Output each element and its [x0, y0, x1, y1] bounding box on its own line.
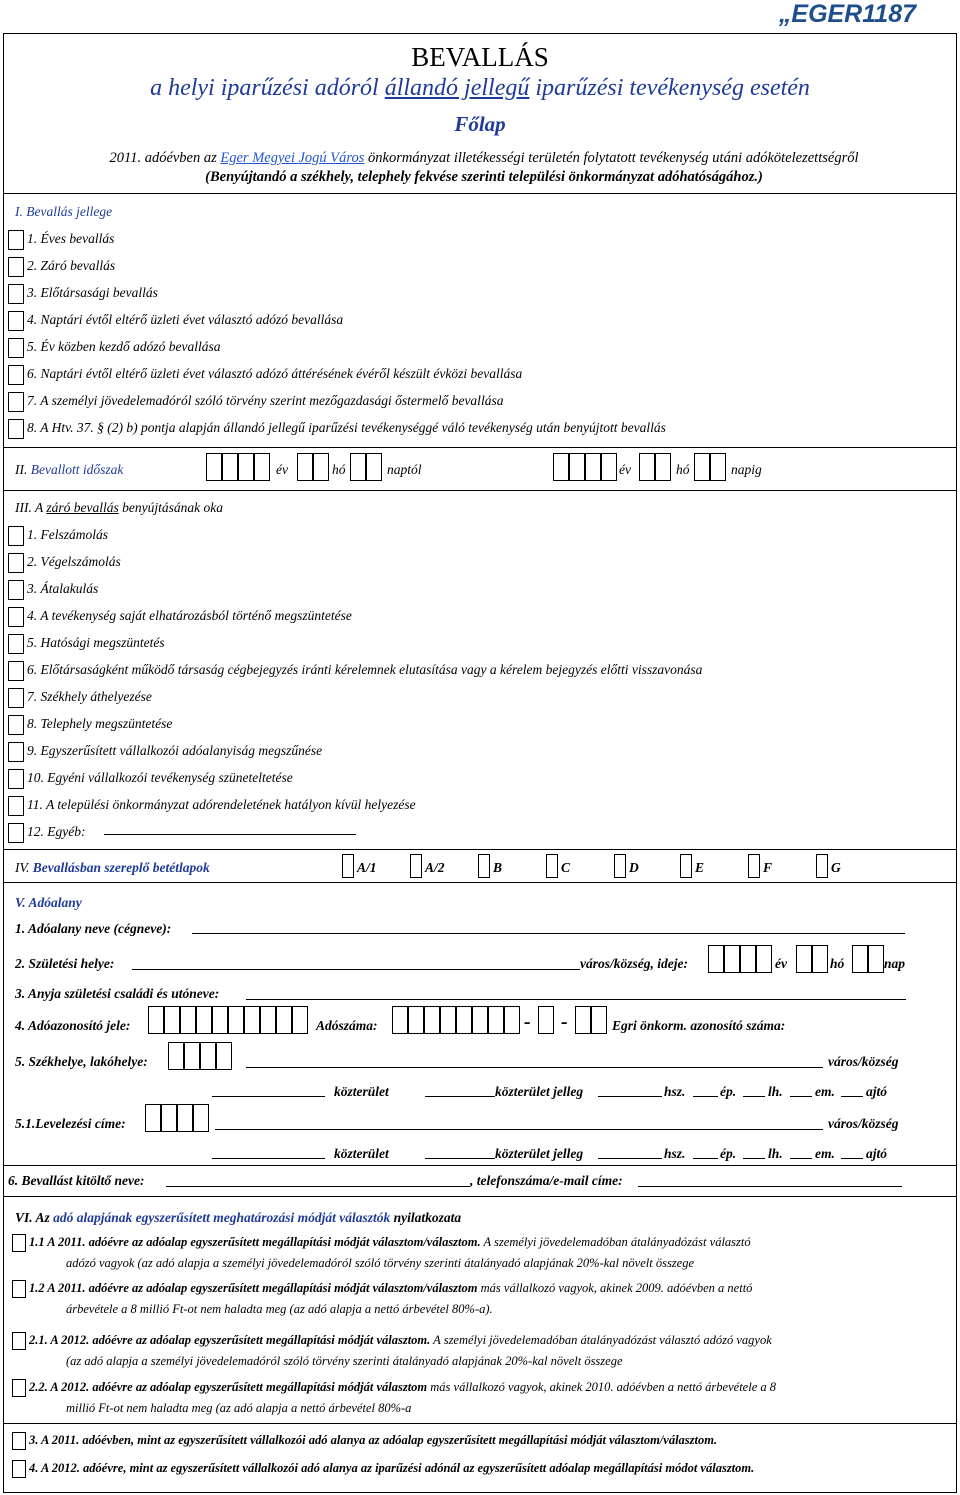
betetlap-checkbox[interactable]	[614, 854, 626, 878]
mail-label: 5.1.Levelezési címe:	[15, 1116, 126, 1131]
seat-address-jelleg-label: közterület jelleg	[495, 1084, 584, 1099]
intro-pre: 2011. adóévben az	[109, 150, 221, 166]
seat-address-hsz-label: hsz.	[664, 1084, 686, 1099]
mail-address-kozterulet-label: közterület	[334, 1146, 389, 1161]
birth-year-box[interactable]	[740, 945, 756, 973]
bevallas-jellege-label: 4. Naptári évtől eltérő üzleti évet választó adózó bevallása	[27, 312, 344, 328]
subtitle-pre: a helyi iparűzési adóról	[150, 75, 385, 101]
bevallas-jellege-label: 2. Záró bevallás	[27, 258, 116, 274]
mail-zip-box[interactable]	[177, 1104, 193, 1132]
zaro-ok-checkbox[interactable]	[8, 769, 24, 789]
nyilatkozat-cont: millió Ft-ot nem haladta meg (az adó alapja a nettó árbevétel 80%-a	[66, 1401, 412, 1415]
section-6-pre: VI. Az	[15, 1210, 54, 1225]
betetlap-label: A/1	[357, 860, 377, 875]
seat-address-field-line[interactable]	[425, 1096, 495, 1097]
birth-day-box[interactable]	[852, 945, 868, 973]
bevallas-jellege-checkbox[interactable]	[8, 392, 24, 412]
zaro-ok-checkbox[interactable]	[8, 742, 24, 762]
period-from-day-box[interactable]	[350, 453, 366, 481]
betetlap-checkbox[interactable]	[546, 854, 558, 878]
seat-address-field-line[interactable]	[790, 1096, 812, 1097]
section-2-title	[15, 462, 123, 478]
zaro-ok-checkbox[interactable]	[8, 796, 24, 816]
seat-address-ep-label: ép.	[720, 1084, 737, 1099]
section-1-roman: I.	[15, 204, 27, 219]
period-from-month-box[interactable]	[313, 453, 329, 481]
sheet-title: Főlap	[454, 112, 506, 136]
zaro-ok-label: 11. A települési önkormányzat adórendeletének hatályon kívül helyezése	[27, 797, 416, 813]
tax-number-dash-2: -	[561, 1011, 568, 1033]
mail-zip-box[interactable]	[193, 1104, 209, 1132]
betetlap-label: E	[695, 860, 705, 875]
betetlap-label: D	[629, 860, 639, 875]
period-to-day-label: napig	[731, 462, 762, 477]
betetlap-checkbox[interactable]	[478, 854, 490, 878]
period-from-year-box[interactable]	[238, 453, 254, 481]
birth-year-label: év	[775, 956, 787, 971]
tax-id-box[interactable]	[228, 1006, 244, 1034]
intro-note: (Benyújtandó a székhely, telephely fekvése szerinti települési önkormányzat adóhatóságához.)	[205, 169, 763, 185]
betetlap-checkbox[interactable]	[342, 854, 354, 878]
tax-id-box[interactable]	[292, 1006, 308, 1034]
zaro-ok-item	[8, 580, 98, 600]
form-title: BEVALLÁS	[411, 42, 549, 72]
mail-address-field-line[interactable]	[790, 1158, 812, 1159]
period-to-year-box[interactable]	[601, 453, 617, 481]
bevallas-jellege-item	[8, 338, 220, 358]
section-6-post: nyilatkozata	[390, 1210, 462, 1225]
period-to-month-label: hó	[676, 462, 690, 477]
period-to-month-box[interactable]	[655, 453, 671, 481]
mother-name-line[interactable]	[246, 999, 906, 1000]
mail-address-field-line[interactable]	[425, 1158, 495, 1159]
mail-address-hsz-label: hsz.	[664, 1146, 686, 1161]
bevallas-jellege-checkbox[interactable]	[8, 365, 24, 385]
tax-id-box[interactable]	[244, 1006, 260, 1034]
mail-address-jelleg-label: közterület jelleg	[495, 1146, 584, 1161]
tax-number-vat-box[interactable]	[538, 1006, 554, 1034]
betetlap-label: G	[831, 860, 841, 875]
zaro-ok-checkbox[interactable]	[8, 526, 24, 546]
seat-city-label: város/község	[828, 1054, 899, 1069]
zaro-ok-label: 4. A tevékenység saját elhatározásból történő megszüntetése	[27, 608, 352, 624]
zaro-ok-checkbox[interactable]	[8, 580, 24, 600]
divider	[3, 882, 956, 883]
bevallas-jellege-item	[8, 392, 503, 412]
nyilatkozat-text: A személyi jövedelemadóban átalányadózást választó	[480, 1235, 751, 1249]
period-to-year-box[interactable]	[569, 453, 585, 481]
zaro-ok-item	[8, 715, 172, 735]
birth-month-box[interactable]	[796, 945, 812, 973]
seat-address-em-label: em.	[815, 1084, 835, 1099]
betetlap-checkbox[interactable]	[410, 854, 422, 878]
mail-zip-box[interactable]	[161, 1104, 177, 1132]
section-5-roman: V.	[15, 895, 29, 910]
nyilatkozat-cont: adózó vagyok (az adó alapja a személyi jövedelemadóról szóló törvény szerinti átalányadó alapjának 20%-kal növelt összege	[66, 1256, 695, 1270]
bevallas-jellege-label: 8. A Htv. 37. § (2) b) pontja alapján állandó jellegű iparűzési tevékenységgé váló tevékenység után benyújtott bevallás	[27, 420, 666, 436]
tax-id-label: 4. Adóazonosító jele:	[15, 1018, 131, 1033]
form-code: „EGER1187	[778, 0, 916, 28]
betetlap-checkbox[interactable]	[680, 854, 692, 878]
zaro-ok-item	[8, 796, 416, 816]
mail-address-ep-label: ép.	[720, 1146, 737, 1161]
birth-place-line[interactable]	[132, 969, 580, 970]
bevallas-jellege-checkbox[interactable]	[8, 230, 24, 250]
nyilatkozat-checkbox[interactable]	[12, 1234, 26, 1252]
tax-number-box[interactable]	[440, 1006, 456, 1034]
seat-address-field-line[interactable]	[212, 1096, 325, 1097]
zaro-ok-item	[8, 607, 352, 627]
period-to-day-box[interactable]	[694, 453, 710, 481]
zaro-ok-label: 9. Egyszerűsített vállalkozói adóalanyiság megszűnése	[27, 743, 323, 759]
egri-id-label: Egri önkorm. azonosító száma:	[612, 1018, 786, 1033]
nyilatkozat-item	[12, 1232, 942, 1274]
period-from-day-label: naptól	[387, 462, 422, 477]
subtitle-post: iparűzési tevékenység esetén	[529, 75, 810, 101]
mail-address-field-line[interactable]	[212, 1158, 325, 1159]
period-to-year-box[interactable]	[553, 453, 569, 481]
name-label: 1. Adóalany neve (cégneve):	[15, 921, 172, 936]
tax-number-box[interactable]	[472, 1006, 488, 1034]
zaro-ok-label: 10. Egyéni vállalkozói tevékenység szüneteltetése	[27, 770, 293, 786]
zaro-ok-label: 1. Felszámolás	[27, 527, 108, 543]
seat-address-lh-label: lh.	[768, 1084, 783, 1099]
zaro-ok-item	[8, 661, 702, 681]
betetlap-label: F	[763, 860, 773, 875]
bevallas-jellege-item	[8, 257, 115, 277]
mail-address-field-line[interactable]	[693, 1158, 718, 1159]
nyilatkozat-item	[12, 1330, 942, 1372]
period-from-month-box[interactable]	[297, 453, 313, 481]
bevallas-jellege-label: 6. Naptári évtől eltérő üzleti évet választó adózó áttérésének évéről készült évközi bevallása	[27, 366, 523, 382]
tax-number-box[interactable]	[488, 1006, 504, 1034]
mail-address-ajto-label: ajtó	[866, 1146, 888, 1161]
zaro-ok-label: 6. Előtársaságként működő társaság cégbejegyzés iránti kérelemnek elutasítása vagy a kérelem bejegyzés előtti visszavonása	[27, 662, 703, 678]
bevallas-jellege-checkbox[interactable]	[8, 311, 24, 331]
nyilatkozat-text: más vállalkozó vagyok, akinek 2009. adóévben a nettó	[477, 1281, 753, 1295]
section-1-label: Bevallás jellege	[26, 204, 113, 219]
tax-number-box[interactable]	[504, 1006, 520, 1034]
nyilatkozat-checkbox[interactable]	[12, 1332, 26, 1350]
divider	[3, 193, 956, 194]
nyilatkozat-item	[12, 1458, 942, 1479]
tax-id-box[interactable]	[212, 1006, 228, 1034]
intro-text	[34, 149, 934, 187]
betetlap-checkbox[interactable]	[816, 854, 828, 878]
seat-address-field-line[interactable]	[598, 1096, 662, 1097]
birth-city-label: város/község, ideje:	[580, 956, 688, 971]
zaro-ok-checkbox[interactable]	[8, 553, 24, 573]
birth-day-label: nap	[884, 956, 906, 971]
nyilatkozat-text: más vállalkozó vagyok, akinek 2010. adóévben a nettó árbevétele a 8	[427, 1380, 776, 1394]
tax-number-box[interactable]	[424, 1006, 440, 1034]
seat-address-field-line[interactable]	[743, 1096, 765, 1097]
nyilatkozat-bold: 1.1 A 2011. adóévre az adóalap egyszerűsített megállapítási módját választom/választom.	[29, 1235, 481, 1249]
seat-city-line[interactable]	[246, 1067, 823, 1068]
nyilatkozat-bold: 4. A 2012. adóévre, mint az egyszerűsített vállalkozói adó alanya az iparűzési adónál az egyszerűsített adóalap megállapítási módot választom.	[29, 1461, 755, 1475]
form-subtitle	[0, 75, 960, 102]
zaro-ok-checkbox[interactable]	[8, 688, 24, 708]
bevallas-jellege-label: 7. A személyi jövedelemadóról szóló törvény szerint mezőgazdasági őstermelő bevallása	[27, 393, 504, 409]
intro-post: önkormányzat illetékességi területén folytatott tevékenység utáni adókötelezettségről	[364, 150, 859, 166]
phone-line[interactable]	[638, 1186, 902, 1187]
birth-year-box[interactable]	[708, 945, 724, 973]
birth-year-box[interactable]	[756, 945, 772, 973]
zaro-ok-checkbox[interactable]	[8, 607, 24, 627]
period-to-year-box[interactable]	[585, 453, 601, 481]
seat-address-kozterulet-label: közterület	[334, 1084, 389, 1099]
section-5-label: Adóalany	[28, 895, 82, 910]
seat-address-ajto-label: ajtó	[866, 1084, 888, 1099]
tax-number-county-box[interactable]	[591, 1006, 607, 1034]
section-6-title	[15, 1210, 461, 1226]
bevallas-jellege-label: 3. Előtársasági bevallás	[27, 285, 158, 301]
mail-address-field-line[interactable]	[841, 1158, 863, 1159]
mail-city-label: város/község	[828, 1116, 899, 1131]
tax-number-box[interactable]	[392, 1006, 408, 1034]
tax-number-county-box[interactable]	[575, 1006, 591, 1034]
birth-year-box[interactable]	[724, 945, 740, 973]
tax-id-box[interactable]	[148, 1006, 164, 1034]
nyilatkozat-checkbox[interactable]	[12, 1460, 26, 1478]
zaro-ok-label: 7. Székhely áthelyezése	[27, 689, 152, 705]
zaro-ok-label: 3. Átalakulás	[27, 581, 99, 597]
period-from-year-box[interactable]	[222, 453, 238, 481]
bevallas-jellege-checkbox[interactable]	[8, 338, 24, 358]
birth-month-label: hó	[830, 956, 845, 971]
zaro-ok-label: 2. Végelszámolás	[27, 554, 121, 570]
tax-number-dash-1: -	[524, 1011, 531, 1033]
zaro-ok-item	[8, 634, 165, 654]
nyilatkozat-cont: (az adó alapja a személyi jövedelemadóról szóló törvény szerinti átalányadó alapjának 20%-kal növelt összege	[66, 1354, 623, 1368]
tax-number-box[interactable]	[456, 1006, 472, 1034]
betetlap-label: C	[561, 860, 571, 875]
period-to-year-label: év	[619, 462, 631, 477]
bevallas-jellege-checkbox[interactable]	[8, 419, 24, 439]
nyilatkozat-checkbox[interactable]	[12, 1432, 26, 1450]
section-2-roman: II.	[15, 462, 31, 477]
tax-id-box[interactable]	[164, 1006, 180, 1034]
zaro-ok-item	[8, 823, 85, 843]
zaro-ok-item	[8, 742, 322, 762]
divider	[3, 447, 956, 448]
nyilatkozat-cont: árbevétele a 8 millió Ft-ot nem haladta meg (az adó alapja a nettó árbevétel 80%-a).	[66, 1302, 493, 1316]
period-from-month-label: hó	[332, 462, 346, 477]
zaro-ok-label: 5. Hatósági megszüntetés	[27, 635, 165, 651]
tax-id-box[interactable]	[260, 1006, 276, 1034]
birth-month-box[interactable]	[812, 945, 828, 973]
seat-zip-box[interactable]	[200, 1042, 216, 1070]
bevallas-jellege-item	[8, 311, 343, 331]
bevallas-jellege-checkbox[interactable]	[8, 257, 24, 277]
nyilatkozat-item	[12, 1430, 942, 1451]
zaro-ok-item	[8, 688, 152, 708]
seat-label: 5. Székhelye, lakóhelye:	[15, 1054, 148, 1069]
mail-address-em-label: em.	[815, 1146, 835, 1161]
betetlap-label: B	[493, 860, 503, 875]
bevallas-jellege-checkbox[interactable]	[8, 284, 24, 304]
zaro-ok-item	[8, 553, 121, 573]
phone-label: , telefonszáma/e-mail címe:	[470, 1173, 623, 1188]
filler-name-label: 6. Bevallást kitöltő neve:	[8, 1173, 145, 1188]
mail-address-field-line[interactable]	[743, 1158, 765, 1159]
subtitle-underlined: állandó jellegű	[384, 75, 530, 101]
section-4-title	[15, 860, 210, 876]
zaro-ok-item	[8, 526, 108, 546]
seat-zip-box[interactable]	[216, 1042, 232, 1070]
seat-address-field-line[interactable]	[841, 1096, 863, 1097]
period-to-month-box[interactable]	[639, 453, 655, 481]
mother-name-label: 3. Anyja születési családi és utóneve:	[15, 986, 220, 1001]
zaro-ok-label: 8. Telephely megszüntetése	[27, 716, 173, 732]
mail-zip-box[interactable]	[145, 1104, 161, 1132]
tax-number-label: Adószáma:	[316, 1018, 378, 1033]
nyilatkozat-bold: 3. A 2011. adóévben, mint az egyszerűsített vállalkozói adó alanya az adóalap egyszerűsített megállapítási módját választom/választom.	[29, 1433, 718, 1447]
divider	[3, 1423, 956, 1424]
bevallas-jellege-label: 5. Év közben kezdő adózó bevallása	[27, 339, 221, 355]
nyilatkozat-checkbox[interactable]	[12, 1379, 26, 1397]
bevallas-jellege-label: 1. Éves bevallás	[27, 231, 115, 247]
birth-place-label: 2. Születési helye:	[15, 956, 115, 971]
section-4-label: Bevallásban szereplő betétlapok	[32, 860, 210, 875]
betetlap-label: A/2	[425, 860, 445, 875]
seat-zip-box[interactable]	[168, 1042, 184, 1070]
nyilatkozat-checkbox[interactable]	[12, 1280, 26, 1298]
divider	[3, 490, 956, 491]
bevallas-jellege-item	[8, 284, 158, 304]
tax-id-box[interactable]	[180, 1006, 196, 1034]
section-3-title	[15, 500, 223, 516]
city-link[interactable]: Eger Megyei Jogú Város	[220, 150, 365, 166]
period-from-year-box[interactable]	[206, 453, 222, 481]
mail-city-line[interactable]	[215, 1129, 823, 1130]
tax-id-box[interactable]	[276, 1006, 292, 1034]
nyilatkozat-bold: 2.1. A 2012. adóévre az adóalap egyszerűsített megállapítási módját választom.	[29, 1333, 431, 1347]
period-from-year-box[interactable]	[254, 453, 270, 481]
section-6-blue: adó alapjának egyszerűsített meghatározási módját választók	[53, 1210, 391, 1225]
zaro-ok-item	[8, 769, 293, 789]
zaro-ok-label: 12. Egyéb:	[27, 824, 86, 840]
nyilatkozat-bold: 1.2 A 2011. adóévre az adóalap egyszerűsített megállapítási módját választom/választom	[29, 1281, 478, 1295]
section-4-roman: IV.	[15, 860, 33, 875]
section-1-title	[15, 204, 112, 220]
divider	[3, 1196, 956, 1197]
section-3-post: benyújtásának oka	[118, 500, 223, 515]
bevallas-jellege-item	[8, 365, 522, 385]
other-reason-line[interactable]	[104, 834, 356, 835]
period-from-year-label: év	[276, 462, 288, 477]
period-from-day-box[interactable]	[366, 453, 382, 481]
seat-address-field-line[interactable]	[693, 1096, 718, 1097]
divider	[3, 849, 956, 850]
zaro-ok-checkbox[interactable]	[8, 634, 24, 654]
zaro-ok-checkbox[interactable]	[8, 661, 24, 681]
section-3-pre: III. A	[15, 500, 47, 515]
zaro-ok-checkbox[interactable]	[8, 715, 24, 735]
filler-name-line[interactable]	[166, 1186, 470, 1187]
period-to-day-box[interactable]	[710, 453, 726, 481]
name-line[interactable]	[192, 933, 905, 934]
section-5-title	[15, 895, 82, 911]
betetlap-checkbox[interactable]	[748, 854, 760, 878]
bevallas-jellege-item	[8, 230, 114, 250]
birth-day-box[interactable]	[868, 945, 884, 973]
nyilatkozat-text: A személyi jövedelemadóban átalányadózást választó adózó vagyok	[430, 1333, 772, 1347]
mail-address-field-line[interactable]	[598, 1158, 662, 1159]
zaro-ok-checkbox[interactable]	[8, 823, 24, 843]
section-2-label: Bevallott időszak	[30, 462, 124, 477]
seat-zip-box[interactable]	[184, 1042, 200, 1070]
tax-id-box[interactable]	[196, 1006, 212, 1034]
bevallas-jellege-item	[8, 419, 666, 439]
section-3-underlined: záró bevallás	[46, 500, 119, 515]
nyilatkozat-item	[12, 1377, 942, 1419]
divider	[3, 1165, 956, 1166]
nyilatkozat-item	[12, 1278, 942, 1320]
mail-address-lh-label: lh.	[768, 1146, 783, 1161]
tax-number-box[interactable]	[408, 1006, 424, 1034]
nyilatkozat-bold: 2.2. A 2012. adóévre az adóalap egyszerűsített megállapítási módját választom	[29, 1380, 428, 1394]
page-frame	[3, 33, 957, 1493]
